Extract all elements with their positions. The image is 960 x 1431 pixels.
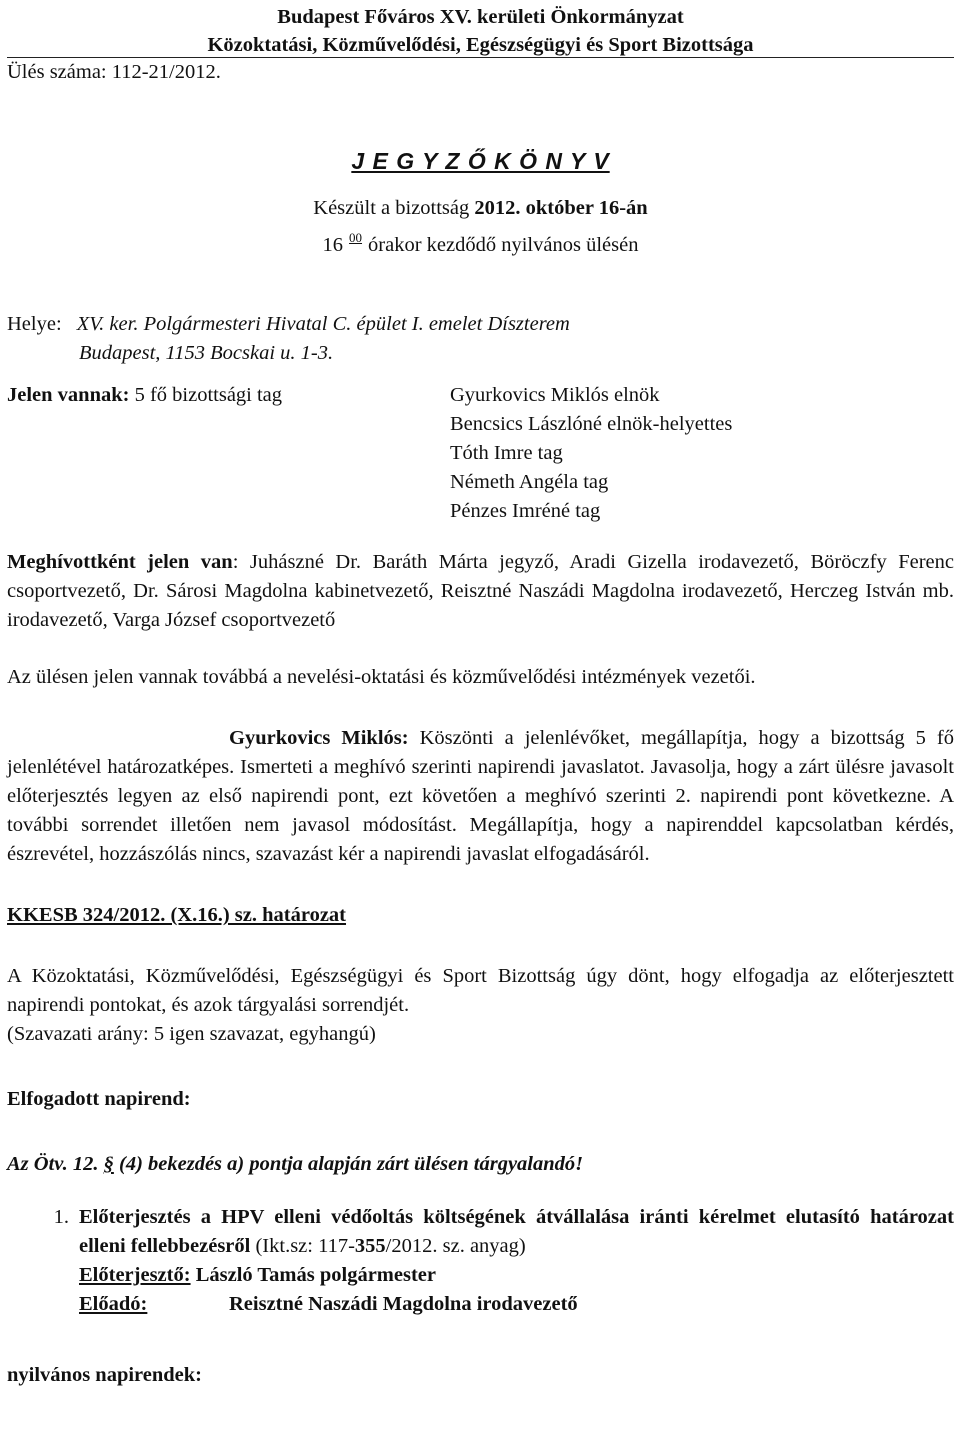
- resolution-text: A Közoktatási, Közművelődési, Egészségügyi és Sport Bizottság úgy dönt, hogy elfogadja az előterjesztett napirendi pontokat, és azok tárgyalási sorrendjét.: [7, 965, 954, 1016]
- member-item: Bencsics Lászlóné elnök-helyettes: [450, 413, 733, 435]
- resolution-number: KKESB 324/2012. (X.16.) sz. határozat: [7, 904, 347, 926]
- agenda-item-body: [79, 1203, 954, 1261]
- header-committee: Közoktatási, Közművelődési, Egészségügyi és Sport Bizottsága: [207, 34, 754, 56]
- invited-text: : Juhászné Dr. Baráth Márta jegyző, Aradi Gizella irodavezető, Böröczfy Ferenc csoportvezető, Dr. Sárosi Magdolna kabinetvezető, Reisztné Naszádi Magdolna irodavezető, Herczeg István mb. irodavezető, Varga József csoportvezető: [7, 551, 954, 631]
- member-item: Gyurkovics Miklós elnök: [450, 384, 660, 406]
- member-list: [450, 381, 954, 526]
- time-line: [7, 223, 954, 260]
- agenda-ref-prefix: (Ikt.sz: 117-: [250, 1235, 355, 1257]
- date-line: [7, 194, 954, 223]
- speech-text: Köszönti a jelenlévőket, megállapítja, hogy a bizottság 5 fő jelenlétével határozatképes. Ismerteti a meghívó szerinti napirendi javaslatot. Javasolja, hogy a zárt ülésre javasolt előterjesztés legyen az első napirendi pont, ezt követően a meghívó szerinti 2. napirendi pont következne. A további sorrendet illetően nem javasol módosítást. Megállapítja, hogy a napirenddel kapcsolatban kérdés, észrevétel, hozzászólás nincs, szavazást kér a napirendi javaslat elfogadásáról.: [7, 727, 954, 865]
- venue-place: XV. ker. Polgármesteri Hivatal C. épület I. emelet Díszterem: [76, 313, 570, 335]
- proposer-label: Előterjesztő:: [79, 1264, 191, 1286]
- agenda-ref-number: 355: [354, 1235, 386, 1257]
- chair-speech-paragraph: [7, 724, 954, 869]
- time-suffix: órakor kezdődő nyilvános ülésén: [368, 234, 639, 256]
- document-title: J E G Y Z Ő K Ö N Y V: [351, 148, 610, 174]
- invited-paragraph: [7, 548, 954, 635]
- meeting-hour: 16: [322, 234, 344, 256]
- member-item: Németh Angéla tag: [450, 471, 609, 493]
- agenda-heading: Elfogadott napirend:: [7, 1088, 191, 1110]
- agenda-ref-suffix: /2012. sz. anyag): [385, 1235, 526, 1257]
- document-header: [7, 3, 954, 59]
- present-count: 5 fő bizottsági tag: [129, 384, 283, 406]
- also-present-paragraph: Az ülésen jelen vannak továbbá a nevelési-oktatási és közművelődési intézmények vezetői.: [7, 666, 756, 688]
- closed-session-notice: [7, 1150, 954, 1179]
- closed-notice-rest: (4) bekezdés a) pontja alapján zárt ülésen tárgyalandó!: [113, 1153, 584, 1175]
- meeting-minute: 00: [349, 230, 363, 245]
- agenda-proposer: [7, 1261, 954, 1290]
- agenda-item-title: Előterjesztés a HPV elleni védőoltás költségének átvállalása iránti kérelmet elutasító határozat elleni fellebbezésről: [79, 1206, 954, 1257]
- vote-ratio: (Szavazati arány: 5 igen szavazat, egyhangú): [7, 1023, 376, 1045]
- session-number: Ülés száma: 112-21/2012.: [7, 61, 221, 83]
- agenda-item: [7, 1203, 954, 1261]
- document-page: [0, 3, 960, 1431]
- date-prefix: Készült a bizottság: [313, 197, 475, 219]
- section-sign: §: [103, 1153, 114, 1175]
- meeting-date: 2012. október 16-án: [474, 197, 648, 219]
- present-section: [7, 381, 954, 526]
- present-label: Jelen vannak:: [7, 384, 130, 406]
- member-item: Tóth Imre tag: [450, 442, 563, 464]
- venue-address: Budapest, 1153 Bocskai u. 1-3.: [79, 342, 334, 364]
- presenter-name: Reisztné Naszádi Magdolna irodavezető: [229, 1293, 578, 1315]
- venue: [7, 310, 954, 339]
- header-municipality: Budapest Főváros XV. kerületi Önkormányzat: [277, 6, 684, 28]
- invited-label: Meghívottként jelen van: [7, 551, 233, 573]
- presenter-label: Előadó:: [79, 1293, 148, 1315]
- present-summary: [7, 381, 450, 526]
- closed-notice-prefix: Az Ötv. 12.: [7, 1153, 104, 1175]
- proposer-name: László Tamás polgármester: [190, 1264, 436, 1286]
- agenda-presenter: [7, 1290, 954, 1319]
- member-item: Pénzes Imréné tag: [450, 500, 601, 522]
- venue-label: Helye:: [7, 313, 62, 335]
- public-agenda-heading: nyilvános napirendek:: [7, 1364, 203, 1386]
- agenda-item-number: 1.: [53, 1206, 69, 1228]
- speaker-name: Gyurkovics Miklós:: [229, 727, 409, 749]
